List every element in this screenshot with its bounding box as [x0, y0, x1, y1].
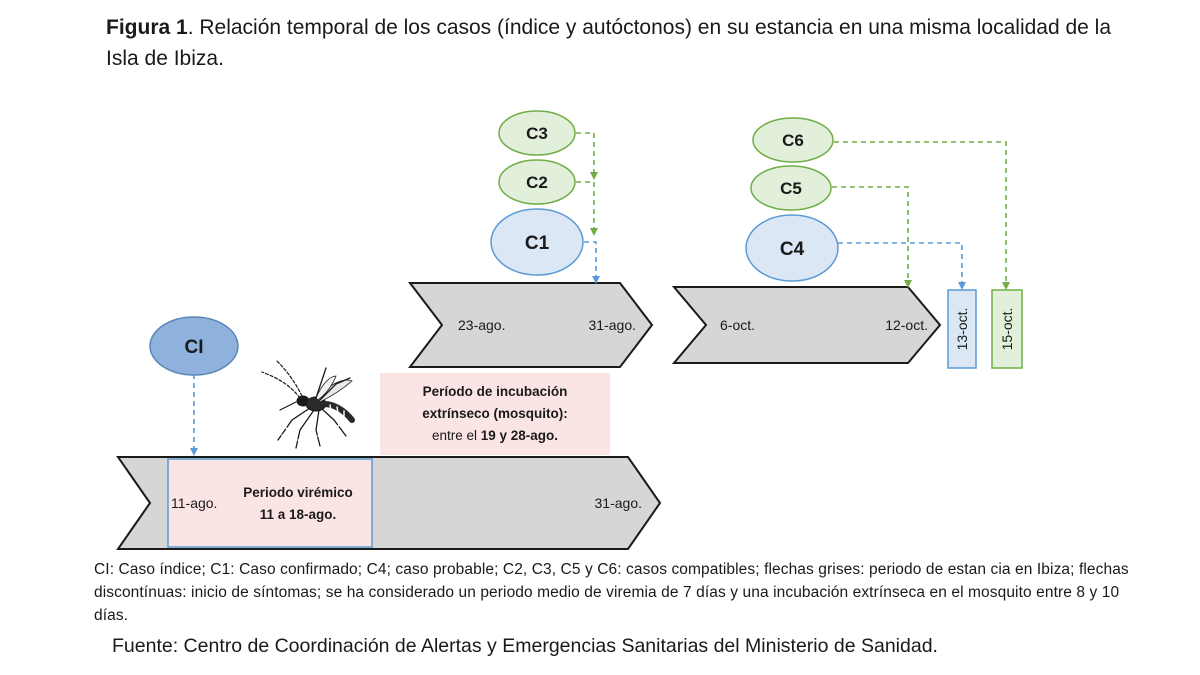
figure-title-text: . Relación temporal de los casos (índice y autóctonos) en su estancia en una misma localidad de la Isla de Ibiza.: [106, 16, 1112, 70]
incubation-line1: Período de incubación: [422, 384, 568, 399]
c6-onset-dashed-arrow: [834, 142, 1006, 286]
node-c5-label: C5: [780, 179, 802, 198]
node-c1-label: C1: [524, 233, 550, 254]
node-c4-label: C4: [779, 239, 805, 260]
main-arrow-start-label: 11-ago.: [171, 495, 218, 511]
node-ci-label: CI: [184, 337, 204, 358]
mosquito-icon: [262, 360, 352, 448]
marker-15-oct-label: 15-oct.: [999, 307, 1015, 351]
figure-source: Fuente: Centro de Coordinación de Alertas y Emergencias Sanitarias del Ministerio de Sanidad.: [112, 635, 938, 657]
october-arrow-end-label: 12-oct.: [885, 317, 928, 333]
october-arrow-start-label: 6-oct.: [720, 317, 756, 333]
node-c2-label: C2: [526, 173, 548, 192]
incubation-line3-dates: 19 y 28-ago.: [480, 428, 559, 443]
august-arrow-end-label: 31-ago.: [588, 317, 636, 333]
c5-onset-dashed-arrow: [832, 187, 908, 284]
marker-13-oct-label: 13-oct.: [954, 307, 970, 351]
c4-onset-dashed-arrow: [838, 243, 962, 286]
c3-onset-dashed-arrow: [576, 133, 594, 176]
viremic-period-line1: Periodo virémico: [243, 485, 353, 500]
august-arrow-start-label: 23-ago.: [458, 317, 506, 333]
viremic-period-line2: 11 a 18-ago.: [259, 507, 337, 522]
incubation-line3: [432, 428, 558, 443]
main-arrow-end-label: 31-ago.: [594, 495, 642, 511]
c1-onset-dashed-arrow: [584, 242, 596, 280]
node-c3-label: C3: [526, 124, 548, 143]
node-c6-label: C6: [782, 131, 804, 150]
figure-label: Figura 1: [106, 16, 188, 39]
incubation-line2: extrínseco (mosquito):: [422, 406, 568, 421]
c2-onset-dashed-arrow: [576, 182, 594, 232]
figure-caption: CI: Caso índice; C1: Caso confirmado; C4; caso probable; C2, C3, C5 y C6: casos compatibles; flechas grises: periodo de estan cia en Ibiza; flechas discontínuas: inicio de síntomas; se ha considerado un periodo medio de viremia de 7 días y una incubación extrínseca en el mosquito entre 8 y 10 días.: [94, 561, 1129, 624]
incubation-line3-prefix: entre el: [431, 428, 481, 443]
